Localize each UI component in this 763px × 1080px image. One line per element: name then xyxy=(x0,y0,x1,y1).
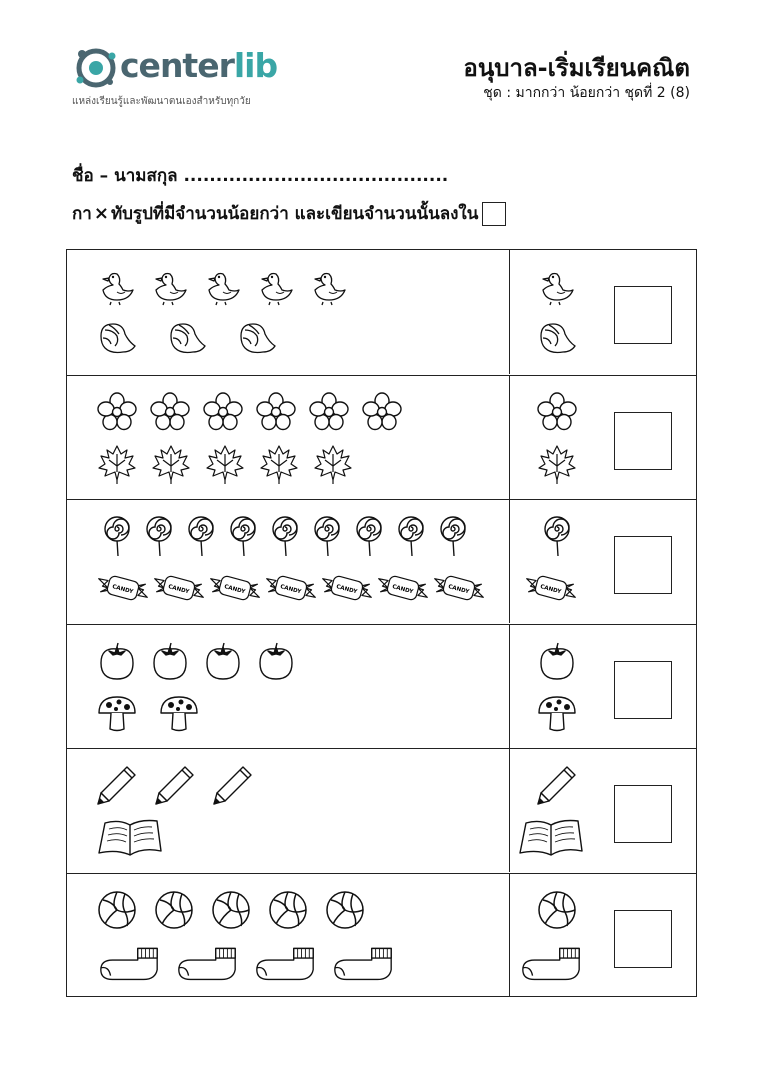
lollipop-icon xyxy=(535,514,579,558)
flower-icon xyxy=(95,390,139,434)
lollipop-icon xyxy=(137,514,181,558)
exercise-table xyxy=(66,249,697,997)
mushroom-icon xyxy=(95,691,139,735)
instruction-start: กา xyxy=(72,204,92,224)
exercise-row xyxy=(67,499,696,623)
leaf-icon xyxy=(535,442,579,486)
pencil-icon xyxy=(535,763,579,807)
picture-group[interactable] xyxy=(95,639,307,683)
picture-group[interactable] xyxy=(95,940,407,984)
candy-icon xyxy=(95,566,151,610)
lollipop-icon xyxy=(347,514,391,558)
exercise-row xyxy=(67,624,696,748)
picture-group[interactable] xyxy=(95,888,380,932)
mushroom-icon xyxy=(535,691,579,735)
column-divider xyxy=(509,625,510,748)
leaf-icon xyxy=(149,442,193,486)
lollipop-icon xyxy=(305,514,349,558)
answer-box[interactable] xyxy=(614,536,672,594)
flower-icon xyxy=(307,390,351,434)
lollipop-icon xyxy=(431,514,475,558)
leaf-icon xyxy=(311,442,355,486)
candy-icon xyxy=(263,566,319,610)
answer-box[interactable] xyxy=(614,286,672,344)
volleyball-icon xyxy=(323,888,367,932)
exercise-row xyxy=(67,873,696,997)
picture-group[interactable] xyxy=(95,763,269,807)
instruction-text: ทับรูปที่มีจำนวนน้อยกว่า และเขียนจำนวนนั้นลงใน xyxy=(110,204,479,224)
picture-group[interactable] xyxy=(95,390,413,434)
logo-mark-icon xyxy=(72,44,122,92)
picture-group[interactable] xyxy=(95,514,473,558)
shell-icon xyxy=(535,316,579,360)
volleyball-icon xyxy=(266,888,310,932)
lollipop-icon xyxy=(95,514,139,558)
duck-icon xyxy=(307,264,351,308)
reference-picture xyxy=(535,442,579,486)
instruction xyxy=(72,200,506,227)
leaf-icon xyxy=(257,442,301,486)
shell-icon xyxy=(95,316,139,360)
reference-picture xyxy=(535,888,579,932)
reference-picture xyxy=(516,815,586,859)
duck-icon xyxy=(201,264,245,308)
flower-icon xyxy=(535,390,579,434)
name-field-line: ชื่อ – นามสกุล ......................................... xyxy=(72,166,449,186)
duck-icon xyxy=(535,264,579,308)
worksheet-subtitle: ชุด : มากกว่า น้อยกว่า ชุดที่ 2 (8) xyxy=(483,85,690,101)
answer-box[interactable] xyxy=(614,910,672,968)
leaf-icon xyxy=(95,442,139,486)
answer-box-sample-icon xyxy=(482,202,506,226)
tomato-icon xyxy=(148,639,192,683)
picture-group[interactable] xyxy=(95,691,219,735)
reference-picture xyxy=(535,264,579,308)
reference-picture xyxy=(535,639,579,683)
reference-picture xyxy=(535,763,579,807)
tomato-icon xyxy=(535,639,579,683)
picture-group[interactable] xyxy=(95,815,167,859)
reference-picture xyxy=(535,316,579,360)
reference-picture xyxy=(517,940,585,984)
book-icon xyxy=(95,815,165,859)
brand-name: centerlib xyxy=(120,46,278,85)
brand-logo xyxy=(72,42,302,112)
mushroom-icon xyxy=(157,691,201,735)
tomato-icon xyxy=(95,639,139,683)
sock-icon xyxy=(251,940,319,984)
answer-box[interactable] xyxy=(614,785,672,843)
leaf-icon xyxy=(203,442,247,486)
candy-icon xyxy=(151,566,207,610)
candy-icon xyxy=(523,566,579,610)
column-divider xyxy=(509,749,510,872)
duck-icon xyxy=(254,264,298,308)
shell-icon xyxy=(235,316,279,360)
sock-icon xyxy=(95,940,163,984)
column-divider xyxy=(509,874,510,997)
sock-icon xyxy=(517,940,585,984)
answer-box[interactable] xyxy=(614,412,672,470)
candy-icon xyxy=(207,566,263,610)
picture-group[interactable] xyxy=(95,264,360,308)
flower-icon xyxy=(148,390,192,434)
shell-icon xyxy=(165,316,209,360)
duck-icon xyxy=(95,264,139,308)
reference-picture xyxy=(535,514,579,558)
candy-icon xyxy=(319,566,375,610)
lollipop-icon xyxy=(389,514,433,558)
flower-icon xyxy=(254,390,298,434)
candy-icon xyxy=(431,566,487,610)
column-divider xyxy=(509,500,510,623)
candy-icon xyxy=(375,566,431,610)
worksheet-title: อนุบาล-เริ่มเรียนคณิต xyxy=(463,54,690,82)
reference-picture xyxy=(523,566,579,610)
sock-icon xyxy=(329,940,397,984)
sock-icon xyxy=(173,940,241,984)
tomato-icon xyxy=(254,639,298,683)
duck-icon xyxy=(148,264,192,308)
column-divider xyxy=(509,376,510,499)
pencil-icon xyxy=(153,763,197,807)
lollipop-icon xyxy=(221,514,265,558)
lollipop-icon xyxy=(263,514,307,558)
picture-group[interactable] xyxy=(95,566,487,610)
pencil-icon xyxy=(95,763,139,807)
volleyball-icon xyxy=(152,888,196,932)
picture-group[interactable] xyxy=(95,442,365,486)
volleyball-icon xyxy=(95,888,139,932)
volleyball-icon xyxy=(209,888,253,932)
column-divider xyxy=(509,250,510,374)
lollipop-icon xyxy=(179,514,223,558)
exercise-row xyxy=(67,748,696,872)
reference-picture xyxy=(535,390,579,434)
exercise-row xyxy=(67,375,696,499)
reference-picture xyxy=(535,691,579,735)
exercise-row xyxy=(67,250,696,374)
pencil-icon xyxy=(211,763,255,807)
brand-tagline: แหล่งเรียนรู้และพัฒนาตนเองสำหรับทุกวัย xyxy=(72,96,251,107)
volleyball-icon xyxy=(535,888,579,932)
answer-box[interactable] xyxy=(614,661,672,719)
book-icon xyxy=(516,815,586,859)
flower-icon xyxy=(201,390,245,434)
tomato-icon xyxy=(201,639,245,683)
cross-mark-icon: × xyxy=(93,203,109,224)
flower-icon xyxy=(360,390,404,434)
picture-group[interactable] xyxy=(95,316,305,360)
